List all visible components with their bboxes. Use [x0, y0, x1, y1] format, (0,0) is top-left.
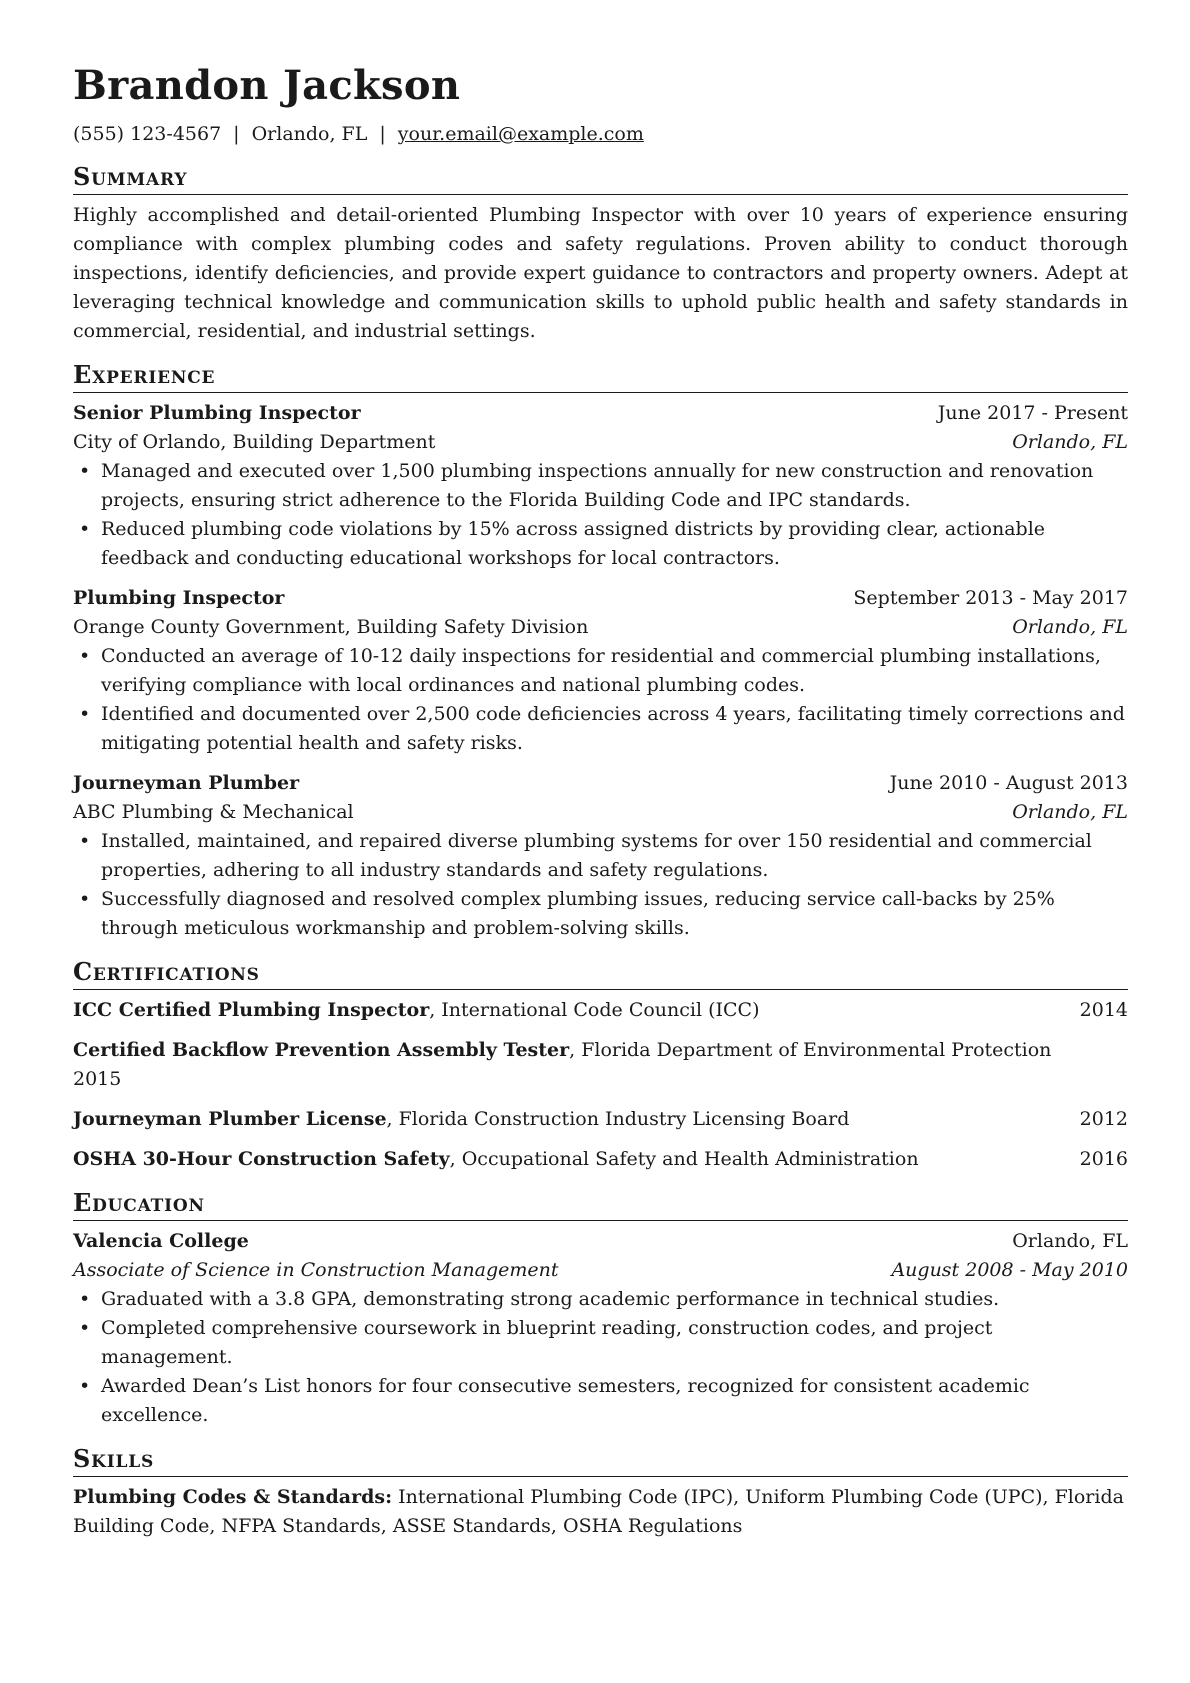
- job-organization: City of Orlando, Building Department: [73, 431, 436, 453]
- certification-year: 2015: [73, 1068, 122, 1090]
- certification-year: 2012: [1079, 1108, 1128, 1130]
- job-dates: September 2013 - May 2017: [853, 587, 1128, 609]
- certification-issuer: , International Code Council (ICC): [429, 999, 760, 1021]
- bullet-item: • Conducted an average of 10-12 daily inspections for residential and commercial plumbing installations, verifying compliance with local ordinances and national plumbing codes.: [101, 642, 1128, 700]
- education-bullets: [73, 1285, 1128, 1430]
- job-dates: June 2010 - August 2013: [889, 772, 1128, 794]
- contact-line: [73, 120, 1128, 148]
- candidate-name: Brandon Jackson: [73, 62, 461, 109]
- certification-issuer: , Florida Construction Industry Licensing Board: [386, 1108, 850, 1130]
- certification-name: Certified Backflow Prevention Assembly Tester: [73, 1039, 570, 1061]
- bullet-item: • Completed comprehensive coursework in blueprint reading, construction codes, and project management.: [101, 1314, 1128, 1372]
- job-organization: Orange County Government, Building Safety Division: [73, 616, 589, 638]
- bullet-item: • Awarded Dean’s List honors for four consecutive semesters, recognized for consistent academic excellence.: [101, 1372, 1128, 1430]
- bullet-item: • Installed, maintained, and repaired diverse plumbing systems for over 150 residential and commercial properties, adhering to all industry standards and safety regulations.: [101, 827, 1128, 885]
- certification-name: ICC Certified Plumbing Inspector: [73, 999, 430, 1021]
- skills-category: Plumbing Codes & Standards:: [73, 1486, 393, 1508]
- job-organization: ABC Plumbing & Mechanical: [73, 801, 354, 823]
- certification-issuer: , Occupational Safety and Health Administration: [449, 1148, 919, 1170]
- certification-entry: [73, 1036, 1128, 1094]
- skills-list: International Plumbing Code (IPC), Uniform Plumbing Code (UPC), Florida Building Code, NFPA Standards, ASSE Standards, OSHA Regulations: [73, 1486, 1124, 1537]
- contact-location: Orlando, FL: [251, 123, 368, 145]
- certification-name: Journeyman Plumber License: [73, 1108, 387, 1130]
- job-entry: [73, 769, 1128, 943]
- job-bullets: [73, 827, 1128, 943]
- education-dates: August 2008 - May 2010: [891, 1259, 1128, 1281]
- contact-separator: |: [233, 123, 240, 145]
- job-title: Journeyman Plumber: [73, 772, 300, 794]
- bullet-item: • Reduced plumbing code violations by 15% across assigned districts by providing clear, actionable feedback and conducting educational workshops for local contractors.: [101, 515, 1128, 573]
- certification-year: 2016: [1079, 1148, 1128, 1170]
- job-title: Plumbing Inspector: [73, 587, 285, 609]
- section-title-certifications: Certifications: [73, 957, 1128, 990]
- job-title: Senior Plumbing Inspector: [73, 402, 361, 424]
- contact-separator: |: [379, 123, 386, 145]
- certification-entry: [73, 1105, 1128, 1134]
- job-bullets: [73, 457, 1128, 573]
- certification-issuer: , Florida Department of Environmental Protection: [569, 1039, 1052, 1061]
- job-bullets: [73, 642, 1128, 758]
- bullet-item: • Identified and documented over 2,500 code deficiencies across 4 years, facilitating timely corrections and mitigating potential health and safety risks.: [101, 700, 1128, 758]
- section-title-summary: Summary: [73, 162, 1128, 195]
- phone-number: (555) 123-4567: [73, 123, 222, 145]
- section-title-experience: Experience: [73, 360, 1128, 393]
- skills-entry: [73, 1483, 1128, 1541]
- section-title-education: Education: [73, 1188, 1128, 1221]
- job-entry: [73, 584, 1128, 758]
- education-entry: [73, 1227, 1128, 1430]
- certification-entry: [73, 1145, 1128, 1174]
- job-location: Orlando, FL: [1012, 616, 1128, 638]
- degree-name: Associate of Science in Construction Management: [73, 1259, 559, 1281]
- bullet-item: • Managed and executed over 1,500 plumbing inspections annually for new construction and renovation projects, ensuring strict adherence to the Florida Building Code and IPC standards.: [101, 457, 1128, 515]
- summary-text: Highly accomplished and detail-oriented Plumbing Inspector with over 10 years of experience ensuring compliance with complex plumbing codes and safety regulations. Proven ability to conduct thorough inspections, identify deficiencies, and provide expert guidance to contractors and property owners. Adept at leveraging technical knowledge and communication skills to uphold public health and safety standards in commercial, residential, and industrial settings.: [73, 204, 1128, 342]
- bullet-item: • Successfully diagnosed and resolved complex plumbing issues, reducing service call-backs by 25% through meticulous workmanship and problem-solving skills.: [101, 885, 1128, 943]
- bullet-item: • Graduated with a 3.8 GPA, demonstrating strong academic performance in technical studies.: [101, 1285, 1128, 1314]
- certification-year: 2014: [1079, 999, 1128, 1021]
- job-entry: [73, 399, 1128, 573]
- school-location: Orlando, FL: [1012, 1230, 1128, 1252]
- school-name: Valencia College: [73, 1230, 249, 1252]
- email-link[interactable]: your.email@example.com: [397, 123, 644, 145]
- section-title-skills: Skills: [73, 1444, 1128, 1477]
- certification-entry: [73, 996, 1128, 1025]
- job-dates: June 2017 - Present: [937, 402, 1128, 424]
- certification-name: OSHA 30-Hour Construction Safety: [73, 1148, 450, 1170]
- job-location: Orlando, FL: [1012, 801, 1128, 823]
- job-location: Orlando, FL: [1012, 431, 1128, 453]
